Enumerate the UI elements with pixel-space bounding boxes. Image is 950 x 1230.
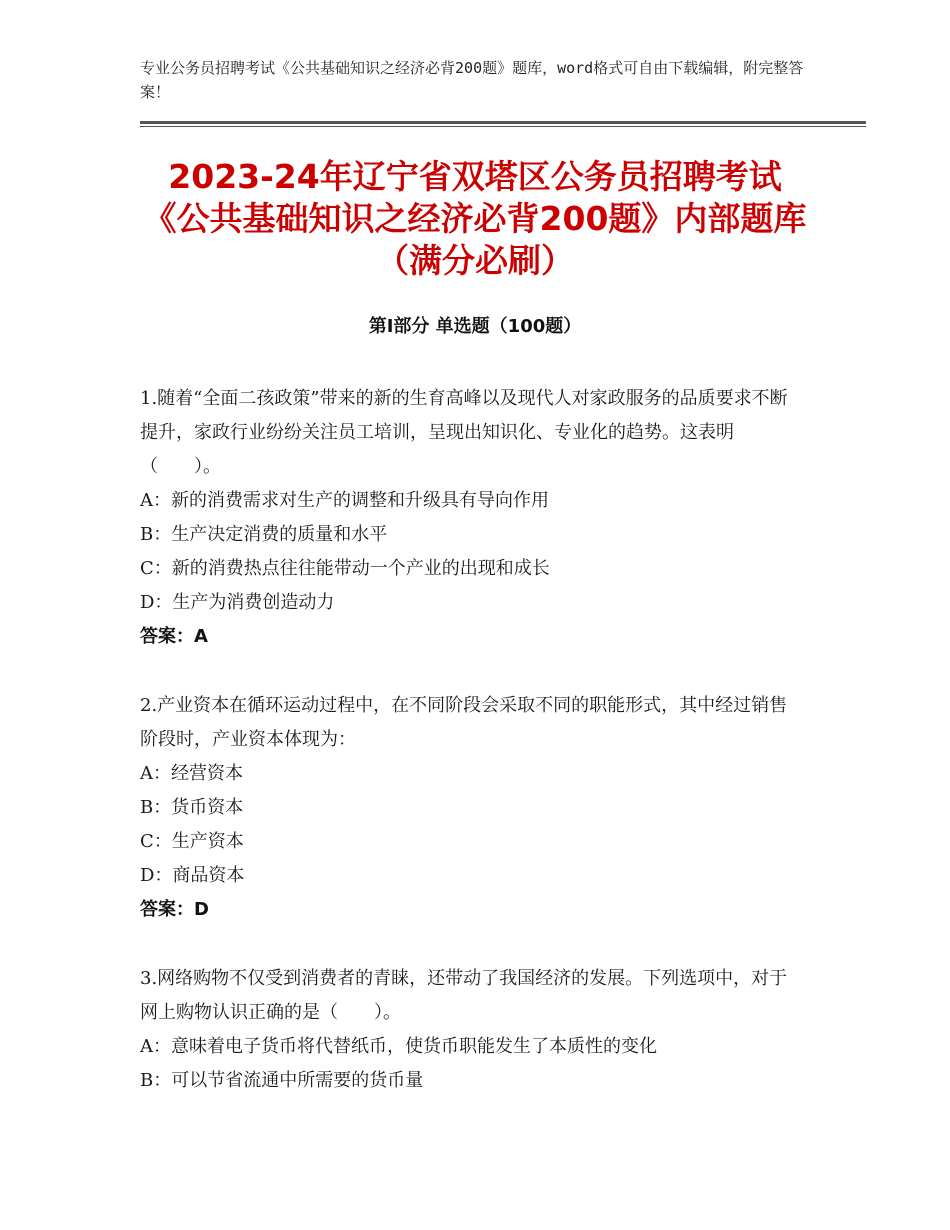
question-1 [140,382,800,654]
question-3 [140,962,800,1098]
header-note: 专业公务员招聘考试《公共基础知识之经济必背200题》题库，word格式可自由下载编辑，附完整答案！ [140,59,804,101]
answer-line: 答案：D [140,899,209,920]
document-title: 2023-24年辽宁省双塔区公务员招聘考试《公共基础知识之经济必背200题》内部题库（满分必刷） [143,157,807,280]
option-a: A：意味着电子货币将代替纸币，使货币职能发生了本质性的变化 [140,1036,657,1057]
option-d: D：生产为消费创造动力 [140,592,335,613]
option-b: B：可以节省流通中所需要的货币量 [140,1070,424,1091]
option-c: C：生产资本 [140,831,244,852]
option-b: B：生产决定消费的质量和水平 [140,524,388,545]
question-stem: 3.网络购物不仅受到消费者的青睐，还带动了我国经济的发展。下列选项中，对于网上购物认识正确的是（ ）。 [140,968,788,1023]
section-title: 第Ⅰ部分 单选题（100题） [368,316,582,337]
option-b: B：货币资本 [140,797,244,818]
answer-line: 答案：A [140,626,208,647]
question-stem: 2.产业资本在循环运动过程中，在不同阶段会采取不同的职能形式，其中经过销售阶段时，产业资本体现为： [140,695,788,750]
question-list [140,382,800,1133]
header-rule-thick [140,121,866,124]
option-a: A：新的消费需求对生产的调整和升级具有导向作用 [140,490,549,511]
question-2 [140,689,800,927]
option-c: C：新的消费热点往往能带动一个产业的出现和成长 [140,558,550,579]
header-rule-thin [140,126,866,127]
option-a: A：经营资本 [140,763,243,784]
option-d: D：商品资本 [140,865,245,886]
question-stem: 1.随着“全面二孩政策”带来的新的生育高峰以及现代人对家政服务的品质要求不断提升，家政行业纷纷关注员工培训，呈现出知识化、专业化的趋势。这表明（ ）。 [140,388,788,477]
